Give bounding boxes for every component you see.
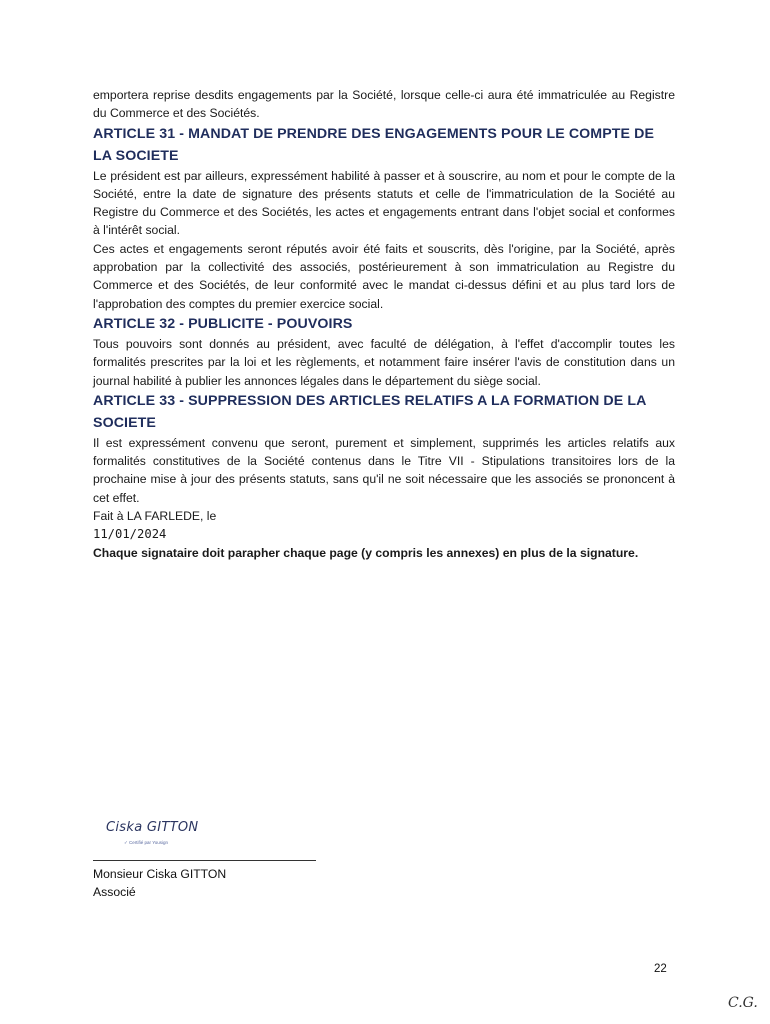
signature-line bbox=[93, 860, 316, 861]
signature-date: 11/01/2024 bbox=[93, 527, 167, 542]
initials-mark: C.G. bbox=[728, 995, 758, 1011]
article-33-heading: ARTICLE 33 - SUPPRESSION DES ARTICLES RELATIFS A LA FORMATION DE LA SOCIETE bbox=[93, 392, 646, 431]
article-32-heading: ARTICLE 32 - PUBLICITE - POUVOIRS bbox=[93, 315, 353, 332]
signature-image bbox=[106, 818, 226, 854]
article-32-paragraph-1: Tous pouvoirs sont donnés au président, avec faculté de délégation, à l'effet d'accomplir toutes les formalités prescrites par la loi et les règlements, et notamment faire insérer l'avis de constitution dans un journal habilité à publier les annonces légales dans le département du siège social. bbox=[93, 336, 675, 388]
intro-paragraph: emportera reprise desdits engagements par la Société, lorsque celle-ci aura été immatriculée au Registre du Commerce et des Sociétés. bbox=[93, 88, 675, 121]
article-31-paragraph-2: Ces actes et engagements seront réputés avoir été faits et souscrits, dès l'origine, par la Société, après approbation par la collectivité des associés, postérieurement à son immatriculation au Registre du Commerce et des Sociétés, de leur conformité avec le mandat ci-dessus défini et au plus tard lors de l'approbation des comptes du premier exercice social. bbox=[93, 241, 675, 311]
signature-certification: ✓ Certifié par Yousign bbox=[124, 840, 169, 845]
article-31-heading: ARTICLE 31 - MANDAT DE PRENDRE DES ENGAGEMENTS POUR LE COMPTE DE LA SOCIETE bbox=[93, 125, 655, 164]
signer-name: Monsieur Ciska GITTON bbox=[93, 867, 227, 881]
place-line: Fait à LA FARLEDE, le bbox=[93, 509, 217, 524]
page-number: 22 bbox=[654, 963, 667, 975]
initialing-note: Chaque signataire doit parapher chaque page (y compris les annexes) en plus de la signature. bbox=[93, 545, 639, 560]
signer-role: Associé bbox=[93, 885, 136, 899]
signature-text: Ciska GITTON bbox=[106, 820, 199, 835]
signer-block bbox=[93, 865, 226, 901]
document-body bbox=[93, 86, 675, 562]
article-33-paragraph-1: Il est expressément convenu que seront, purement et simplement, supprimés les articles relatifs aux formalités constitutives de la Société contenus dans le Titre VII - Stipulations transitoires lors de la prochaine mise à jour des présents statuts, sans qu'il ne soit nécessaire que les associés se prononcent à cet effet. bbox=[93, 435, 675, 505]
article-31-paragraph-1: Le président est par ailleurs, expressément habilité à passer et à souscrire, au nom et pour le compte de la Société, entre la date de signature des présents statuts et celle de l'immatriculation de la Société au Registre du Commerce et des Sociétés, les actes et engagements entrant dans l'objet social et conformes à l'intérêt social. bbox=[93, 168, 675, 238]
